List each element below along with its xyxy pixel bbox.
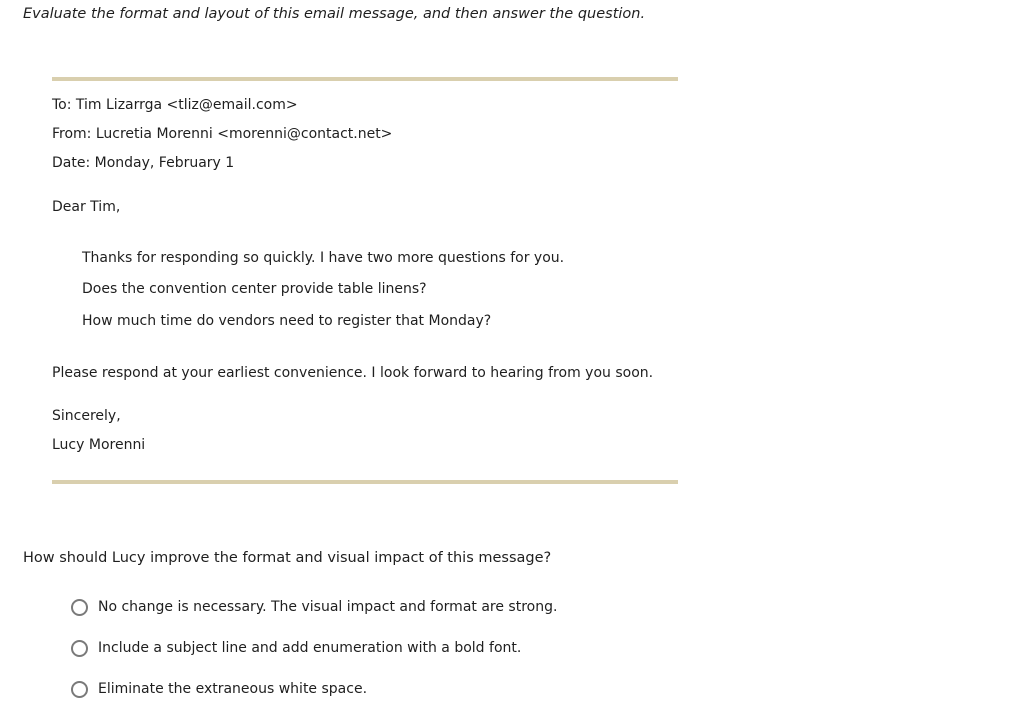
email-signoff: Sincerely, bbox=[52, 408, 121, 424]
email-closing-paragraph: Please respond at your earliest convenience. I look forward to hearing from you soon. bbox=[52, 365, 654, 381]
email-from-line: From: Lucretia Morenni <morenni@contact.net> bbox=[52, 126, 393, 142]
answer-option-3[interactable] bbox=[71, 679, 367, 699]
email-signature: Lucy Morenni bbox=[52, 437, 146, 453]
radio-button[interactable] bbox=[71, 681, 88, 698]
email-greeting: Dear Tim, bbox=[52, 199, 121, 215]
email-body-line: Thanks for responding so quickly. I have two more questions for you. bbox=[82, 250, 565, 266]
email-bottom-divider bbox=[52, 480, 678, 484]
answer-option-label: No change is necessary. The visual impact and format are strong. bbox=[98, 599, 558, 615]
answer-option-label: Include a subject line and add enumeration with a bold font. bbox=[98, 640, 522, 656]
radio-button[interactable] bbox=[71, 640, 88, 657]
email-date-line: Date: Monday, February 1 bbox=[52, 155, 235, 171]
radio-button[interactable] bbox=[71, 599, 88, 616]
answer-option-2[interactable] bbox=[71, 638, 521, 658]
email-top-divider bbox=[52, 77, 678, 81]
question-text: How should Lucy improve the format and visual impact of this message? bbox=[23, 550, 552, 566]
instruction-text: Evaluate the format and layout of this email message, and then answer the question. bbox=[23, 6, 646, 22]
email-body-line: How much time do vendors need to register that Monday? bbox=[82, 313, 492, 329]
answer-option-1[interactable] bbox=[71, 597, 557, 617]
email-body-line: Does the convention center provide table linens? bbox=[82, 281, 427, 297]
email-to-line: To: Tim Lizarrga <tliz@email.com> bbox=[52, 97, 298, 113]
answer-option-label: Eliminate the extraneous white space. bbox=[98, 681, 368, 697]
